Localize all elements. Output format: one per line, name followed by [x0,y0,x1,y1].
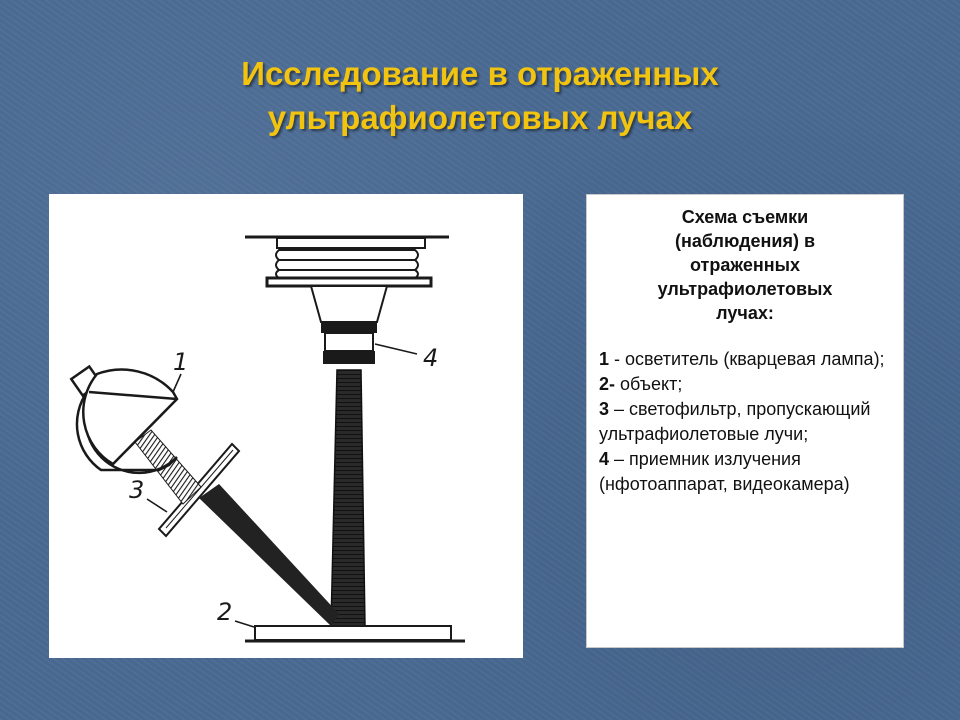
caption-line-1: Схема съемки [681,207,809,227]
legend-panel [586,194,904,648]
caption-line-2: (наблюдения) в [674,231,816,251]
legend-number: 4 [599,449,610,469]
label-3: 3 [129,476,145,504]
filter-ring [321,322,377,333]
slide-title [0,52,960,140]
diagram-caption [599,205,891,325]
caption-line-5: лучах: [716,303,774,323]
legend-text: – приемник излучения (нфотоаппарат, видеокамера) [599,449,850,494]
label-1: 1 [173,348,189,376]
legend-text: – светофильтр, пропускающий ультрафиолетовые лучи; [599,399,871,444]
reflected-beam [199,370,365,626]
legend-number: 3 [599,399,610,419]
legend-item [599,447,891,497]
legend-item [599,347,891,372]
leader-line-3 [147,499,167,512]
camera-assembly [245,237,449,364]
lens-front-ring [323,351,375,364]
legend-text: - осветитель (кварцевая лампа); [609,349,885,369]
caption-line-3: отраженных [689,255,801,275]
caption-line-4: ультрафиолетовых [657,279,833,299]
title-line-1: Исследование в отраженных [241,55,719,92]
legend-item [599,397,891,447]
camera-bellows [276,250,418,278]
camera-base-plate [267,278,431,286]
legend-item [599,372,891,397]
leader-line-4 [375,344,417,354]
camera-plate [277,238,425,248]
label-2: 2 [217,598,233,626]
lens-cone [311,286,387,322]
diagram-svg [49,194,523,658]
lens-body [325,333,373,351]
title-line-2: ультрафиолетовых лучах [267,99,693,136]
legend-number: 1 [599,349,610,369]
leader-line-2 [235,621,254,627]
leader-line-1 [173,374,181,392]
incident-beam [135,430,201,504]
uv-setup-diagram [49,194,523,658]
label-4: 4 [423,344,439,372]
legend-number: 2- [599,374,616,394]
legend-text: объект; [615,374,683,394]
